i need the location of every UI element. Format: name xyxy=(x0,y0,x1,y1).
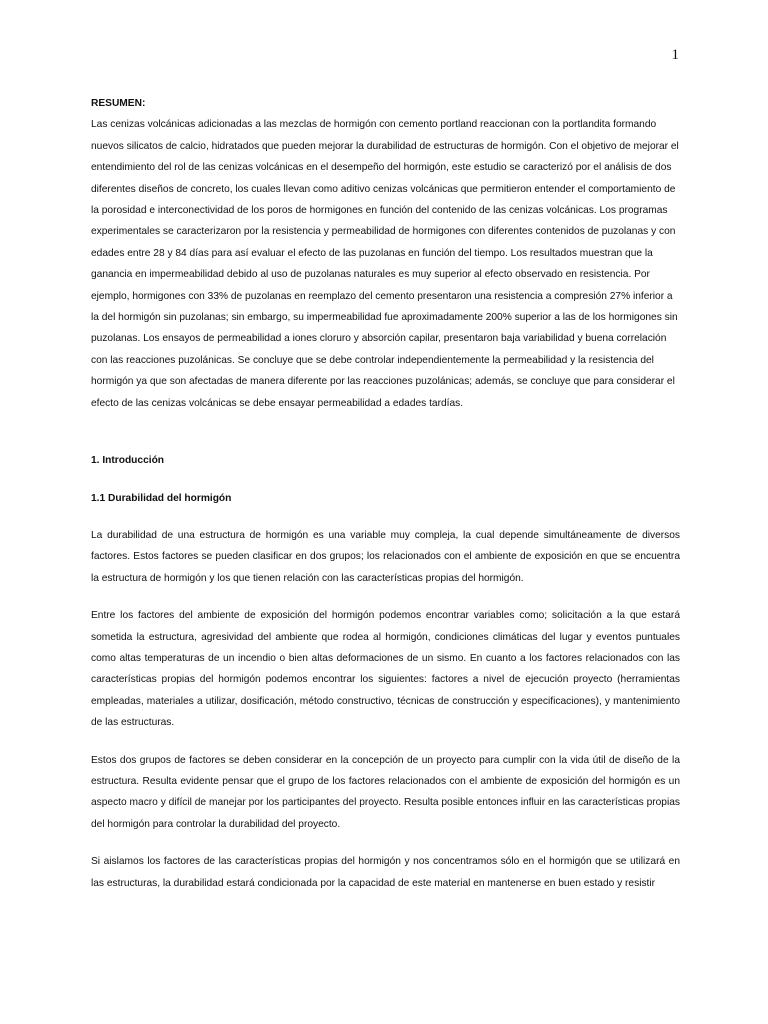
document-body xyxy=(91,93,680,894)
paragraph: La durabilidad de una estructura de hormigón es una variable muy compleja, la cual depende simultáneamente de diversos factores. Estos factores se pueden clasificar en dos grupos; los relacionados con el ambiente de exposición en que se encuentra la estructura de hormigón y los que tienen relación con las características propias del hormigón. xyxy=(91,529,680,584)
page-number: 1 xyxy=(671,47,679,63)
resumen-heading: RESUMEN: xyxy=(91,98,146,109)
paragraph: Si aislamos los factores de las características propias del hormigón y nos concentramos sólo en el hormigón que se utilizará en las estructuras, la durabilidad estará condicionada por la capacidad de este material en mantenerse en buen estado y resistir xyxy=(91,856,680,889)
section-1-1-heading: 1.1 Durabilidad del hormigón xyxy=(91,492,232,504)
section-1-heading: 1. Introducción xyxy=(91,455,165,467)
paragraph: Estos dos grupos de factores se deben considerar en la concepción de un proyecto para cumplir con la vida útil de diseño de la estructura. Resulta evidente pensar que el grupo de los factores relacionados con el ambiente de exposición del hormigón es un aspecto macro y difícil de manejar por los participantes del proyecto. Resulta posible entonces influir en las características propias del hormigón para controlar la durabilidad del proyecto. xyxy=(91,754,680,830)
resumen-text: Las cenizas volcánicas adicionadas a las mezclas de hormigón con cemento portland reaccionan con la portlandita formando nuevos silicatos de calcio, hidratados que pueden mejorar la durabilidad de estructuras de hormigón. Con el objetivo de mejorar el entendimiento del rol de las cenizas volcánicas en el desempeño del hormigón, este estudio se caracterizó por el análisis de dos diferentes diseños de concreto, los cuales llevan como aditivo cenizas volcánicas que permitieron entender el comportamiento de la porosidad e interconectividad de los poros de hormigones en función del contenido de las cenizas volcánicas. Los programas experimentales se caracterizaron por la resistencia y permeabilidad de hormigones con diferentes contenidos de puzolanas y con edades entre 28 y 84 días para así evaluar el efecto de las puzolanas en función del tiempo. Los resultados muestran que la ganancia en impermeabilidad debido al uso de puzolanas naturales es muy superior al efecto observado en resistencia. Por ejemplo, hormigones con 33% de puzolanas en reemplazo del cemento presentaron una resistencia a compresión 27% inferior a la del hormigón sin puzolanas; sin embargo, su impermeabilidad fue aproximadamente 200% superior a las de los hormigones sin puzolanas. Los ensayos de permeabilidad a iones cloruro y absorción capilar, presentaron baja variabilidad y buena correlación con las reacciones puzolánicas. Se concluye que se debe controlar independientemente la permeabilidad y la resistencia del hormigón ya que son afectadas de manera diferente por las reacciones puzolánicas; además, se concluye que para considerar el efecto de las cenizas volcánicas se debe ensayar permeabilidad a edades tardías. xyxy=(91,119,679,409)
paragraph: Entre los factores del ambiente de exposición del hormigón podemos encontrar variables como; solicitación a la que estará sometida la estructura, agresividad del ambiente que rodea al hormigón, condiciones climáticas del lugar y eventos puntuales como altas temperaturas de un incendio o bien altas deformaciones de un sismo. En cuanto a los factores relacionados con las características propias del hormigón podemos encontrar los siguientes: factores a nivel de ejecución proyecto (herramientas empleadas, materiales a utilizar, dosificación, método constructivo, técnicas de construcción y especificaciones), y mantenimiento de las estructuras. xyxy=(91,610,680,729)
